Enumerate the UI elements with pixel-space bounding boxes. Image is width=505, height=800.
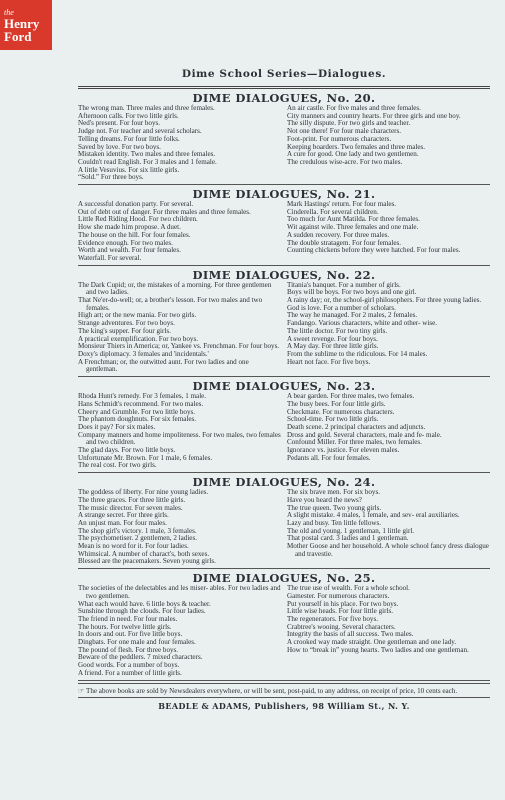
dialogue-entry: Rhoda Hunt's remedy. For 3 females, 1 male. [78, 392, 207, 401]
dialogue-entry: A friend. For a number of little girls. [78, 668, 182, 677]
dialogue-entry: Beware of the peddlers. 7 mixed characters. [78, 653, 203, 662]
column-right [284, 393, 490, 470]
section-columns [78, 282, 490, 374]
dialogue-entry: The friend in need. For four males. [78, 614, 178, 623]
dialogue-entry: Mother Goose and her household. A whole school fancy dress dialogue and travestie. [287, 542, 489, 558]
dialogue-entry: The old and young. 1 gentleman, 1 little girl. [287, 526, 415, 535]
dialogue-entry: God is love. For a number of scholars. [287, 303, 396, 312]
section-heading: DIME DIALOGUES, No. 21. [192, 187, 376, 202]
dialogue-entry: What each would have. 6 little boys & teacher. [78, 599, 211, 608]
the-henry-ford-logo [0, 0, 52, 50]
dialogue-entry: A May day. For three little girls. [287, 342, 379, 351]
section-rule [78, 376, 490, 377]
dialogue-entry: City manners and country hearts. For three girls and one boy. [287, 111, 461, 120]
dialogue-entry: Wit against wile. Three females and one male. [287, 223, 419, 232]
dialogue-entry: The busy bees. For four little girls. [287, 399, 386, 408]
dialogue-entry: The wrong man. Three males and three females. [78, 104, 215, 112]
column-left [78, 393, 284, 470]
dialogue-entry: Afternoon calls. For two little girls. [78, 111, 179, 120]
catalog-page [78, 58, 490, 778]
dialogue-entry: A crooked way made straight. One gentleman and one lady. [287, 638, 457, 647]
dialogue-entry: Doxy's diplomacy. 3 females and 'incidentals.' [78, 349, 209, 358]
dialogue-entry: That Ne'er-do-well; or, a brother's lesson. For two males and two females. [78, 296, 263, 312]
dialogue-entry: The societies of the delectables and les miser- ables. For two ladies and two gentlemen. [78, 584, 281, 600]
column-left [78, 282, 284, 374]
section-rule [78, 472, 490, 473]
column-left [78, 201, 284, 263]
logo-henry: Henry [4, 15, 40, 31]
dialogue-entry: Dross and gold. Several characters, male and fe- male. [287, 430, 442, 439]
section-columns [78, 585, 490, 677]
dialogue-entry: The six brave men. For six boys. [287, 488, 380, 497]
section-heading: DIME DIALOGUES, No. 23. [192, 379, 376, 394]
dialogue-entry: Monsieur Thiers in America; or, Yankee vs. Frenchman. For four boys. [78, 342, 280, 351]
dialogue-entry: Checkmate. For numerous characters. [287, 407, 395, 416]
dialogue-entry: A sweet revenge. For four boys. [287, 334, 378, 343]
dialogue-entry: Good words. For a number of boys. [78, 661, 180, 670]
dialogue-entry: Little wise heads. For four little girls. [287, 607, 393, 616]
dialogue-entry: The three graces. For three little girls. [78, 495, 186, 504]
dialogue-entry: Mark Hastings' return. For four males. [287, 200, 397, 209]
dialogue-entry: Keeping boarders. Two females and three males. [287, 142, 426, 151]
dialogue-entry: A sudden recovery. For three males. [287, 230, 390, 239]
dialogue-entry: Whimsical. A number of charact's, both sexes. [78, 549, 210, 558]
section-columns [78, 489, 490, 566]
column-right [284, 201, 490, 263]
dialogue-entry: The little doctor. For two tiny girls. [287, 326, 388, 335]
dialogue-entry: Does it pay? For six males. [78, 422, 156, 431]
dialogue-entry: Dingbats. For one male and four females. [78, 638, 196, 647]
dialogue-entry: The house on the hill. For four females. [78, 230, 191, 239]
dialogue-entry: The true use of wealth. For a whole school. [287, 584, 410, 593]
section-rule [78, 184, 490, 185]
dialogue-entry: “Sold.” For three boys. [78, 173, 144, 182]
dialogue-entry: Crabtree's wooing. Several characters. [287, 622, 396, 631]
dialogue-entry: Couldn't read English. For 3 males and 1 female. [78, 157, 217, 166]
dialogue-entry: Worth and wealth. For four females. [78, 246, 181, 255]
column-left [78, 489, 284, 566]
dialogue-entry: The hours. For twelve little girls. [78, 622, 172, 631]
series-title: Dime School Series—Dialogues. [181, 68, 387, 80]
section-heading: DIME DIALOGUES, No. 24. [192, 475, 376, 490]
dialogue-entry: The real cost. For two girls. [78, 461, 157, 470]
dialogue-entry: The shop girl's victory. 1 male, 3 females. [78, 526, 197, 535]
publisher-rule [78, 697, 490, 698]
dialogue-entry: The pound of flesh. For three boys. [78, 645, 179, 654]
dialogue-entry: Foot-print. For numerous characters. [287, 134, 392, 143]
dialogue-entry: A cure for good. One lady and two gentlemen. [287, 150, 419, 159]
dialogue-entry: A Frenchman; or, the outwitted aunt. For two ladies and one gentleman. [78, 357, 249, 374]
dialogue-entry: A slight mistake. 4 males, 1 female, and sev- eral auxiliaries. [287, 511, 460, 520]
dialogue-entry: Gamester. For numerous characters. [287, 591, 390, 600]
dialogue-entry: How she made him propose. A duet. [78, 223, 181, 232]
section-rule [78, 568, 490, 569]
section-columns [78, 393, 490, 470]
dialogue-entry: Waterfall. For several. [78, 253, 142, 262]
column-right [284, 282, 490, 374]
dialogue-entry: Death scene. 2 principal characters and adjuncts. [287, 422, 426, 431]
column-left [78, 105, 284, 182]
dialogue-entry: Ignorance vs. justice. For eleven males. [287, 446, 400, 455]
dialogue-entry: An unjust man. For four males. [78, 518, 167, 527]
dialogue-entry: Confound Miller. For three males, two females. [287, 438, 422, 447]
dialogue-entry: Hans Schmidt's recommend. For two males. [78, 399, 204, 408]
dialogue-entry: The credulous wise-acre. For two males. [287, 157, 403, 166]
dialogue-entry: Cinderella. For several children. [287, 207, 379, 216]
dialogue-entry: Little Red Riding Hood. For two children. [78, 215, 198, 224]
dialogue-entry: Evidence enough. For two males. [78, 238, 173, 247]
dialogue-entry: A little Vesuvius. For six little girls. [78, 165, 180, 174]
dialogue-entry: Out of debt out of danger. For three males and three females. [78, 207, 251, 216]
dialogue-entry: The Dark Cupid; or, the mistakes of a morning. For three gentlemen and two ladies. [78, 280, 272, 297]
dialogue-entry: The phantom doughnuts. For six females. [78, 415, 197, 424]
column-left [78, 585, 284, 677]
footer-rule [78, 683, 490, 684]
dialogue-entry: The goddess of liberty. For nine young ladies. [78, 488, 209, 497]
dialogue-entry: An air castle. For five males and three females. [287, 104, 421, 112]
dialogue-entry: The king's supper. For four girls. [78, 326, 171, 335]
section-columns [78, 201, 490, 263]
dialogue-entry: Cheery and Grumble. For two little boys. [78, 407, 196, 416]
dialogue-entry: School-time. For two little girls. [287, 415, 379, 424]
dialogue-entry: A practical exemplification. For two boys. [78, 334, 198, 343]
dialogue-entry: The glad days. For two little boys. [78, 446, 176, 455]
dialogue-entry: Mistaken identity. Two males and three females. [78, 150, 216, 159]
publisher-line: BEADLE & ADAMS, Publishers, 98 William St., N. Y. [158, 700, 410, 711]
dialogue-entry: Put yourself in his place. For two boys. [287, 599, 399, 608]
dialogue-entry: The music director. For seven males. [78, 503, 183, 512]
section-heading: DIME DIALOGUES, No. 20. [192, 91, 376, 105]
section-columns [78, 105, 490, 182]
dialogue-entry: A bear garden. For three males, two females. [287, 392, 415, 401]
dialogue-entry: A rainy day; or, the school-girl philosophers. For three young ladies. [287, 296, 482, 305]
sections-container [78, 91, 490, 681]
dialogue-entry: Fandango. Various characters, white and other- wise. [287, 319, 438, 328]
section-rule [78, 265, 490, 266]
dialogue-entry: Lazy and busy. Ten little fellows. [287, 518, 382, 527]
logo-ford: Ford [4, 28, 32, 44]
dialogue-entry: The double stratagem. For four females. [287, 238, 402, 247]
dialogue-entry: That postal card. 3 ladies and 1 gentleman. [287, 534, 409, 543]
dialogue-entry: A strange secret. For three girls. [78, 511, 169, 520]
section-heading: DIME DIALOGUES, No. 22. [192, 267, 376, 282]
dialogue-entry: How to “break in” young hearts. Two ladies and one gentleman. [287, 645, 469, 654]
dialogue-entry: The psychometiser. 2 gentlemen, 2 ladies. [78, 534, 197, 543]
section-heading: DIME DIALOGUES, No. 25. [192, 571, 376, 586]
title-rule [78, 86, 490, 89]
dialogue-entry: Mean is no word for it. For four ladies. [78, 542, 189, 551]
dialogue-entry: Have you heard the news? [287, 495, 362, 504]
dialogue-entry: Judge not. For teacher and several scholars. [78, 127, 202, 136]
logo-the: the [4, 7, 14, 17]
dialogue-entry: The true queen. Two young girls. [287, 503, 382, 512]
dialogue-entry: Ned's present. For four boys. [78, 119, 161, 128]
dialogue-entry: Too much for Aunt Matilda. For three females. [287, 215, 420, 224]
dialogue-entry: Pedants all. For four females. [287, 453, 371, 462]
dialogue-entry: Titania's banquet. For a number of girls. [287, 280, 401, 289]
footnote: ☞ The above books are sold by Newsdealers everywhere, or will be sent, post-paid, to any address, on receipt of price, 10 cents each. [78, 686, 458, 695]
dialogue-entry: A successful donation party. For several. [78, 200, 194, 209]
dialogue-entry: Strange adventures. For two boys. [78, 319, 175, 328]
dialogue-entry: Company manners and home impoliteness. For two males, two females and two children. [78, 430, 281, 447]
dialogue-entry: Unfortunate Mr. Brown. For 1 male, 6 females. [78, 453, 213, 462]
dialogue-entry: Telling dreams. For four little folks. [78, 134, 180, 143]
dialogue-entry: Counting chickens before they were hatched. For four males. [287, 246, 461, 255]
dialogue-entry: The regenerators. For five boys. [287, 614, 379, 623]
dialogue-entry: The silly dispute. For two girls and teacher. [287, 119, 411, 128]
dialogue-entry: In doors and out. For five little boys. [78, 630, 183, 639]
dialogue-entry: Boys will be boys. For two boys and one girl. [287, 288, 417, 297]
dialogue-entry: High art; or the new mania. For two girls. [78, 311, 197, 320]
section-rule [78, 680, 490, 681]
dialogue-entry: Heart not face. For five boys. [287, 357, 371, 366]
dialogue-entry: Sunshine through the clouds. For four ladies. [78, 607, 206, 616]
dialogue-entry: From the sublime to the ridiculous. For 14 males. [287, 349, 428, 358]
dialogue-entry: The way he managed. For 2 males, 2 females. [287, 311, 418, 320]
column-right [284, 105, 490, 182]
dialogue-entry: Not one there! For four male characters. [287, 127, 402, 136]
column-right [284, 585, 490, 677]
dialogue-entry: Blessed are the peacemakers. Seven young girls. [78, 557, 216, 566]
dialogue-entry: Saved by love. For two boys. [78, 142, 161, 151]
dialogue-entry: Integrity the basis of all success. Two males. [287, 630, 414, 639]
column-right [284, 489, 490, 566]
